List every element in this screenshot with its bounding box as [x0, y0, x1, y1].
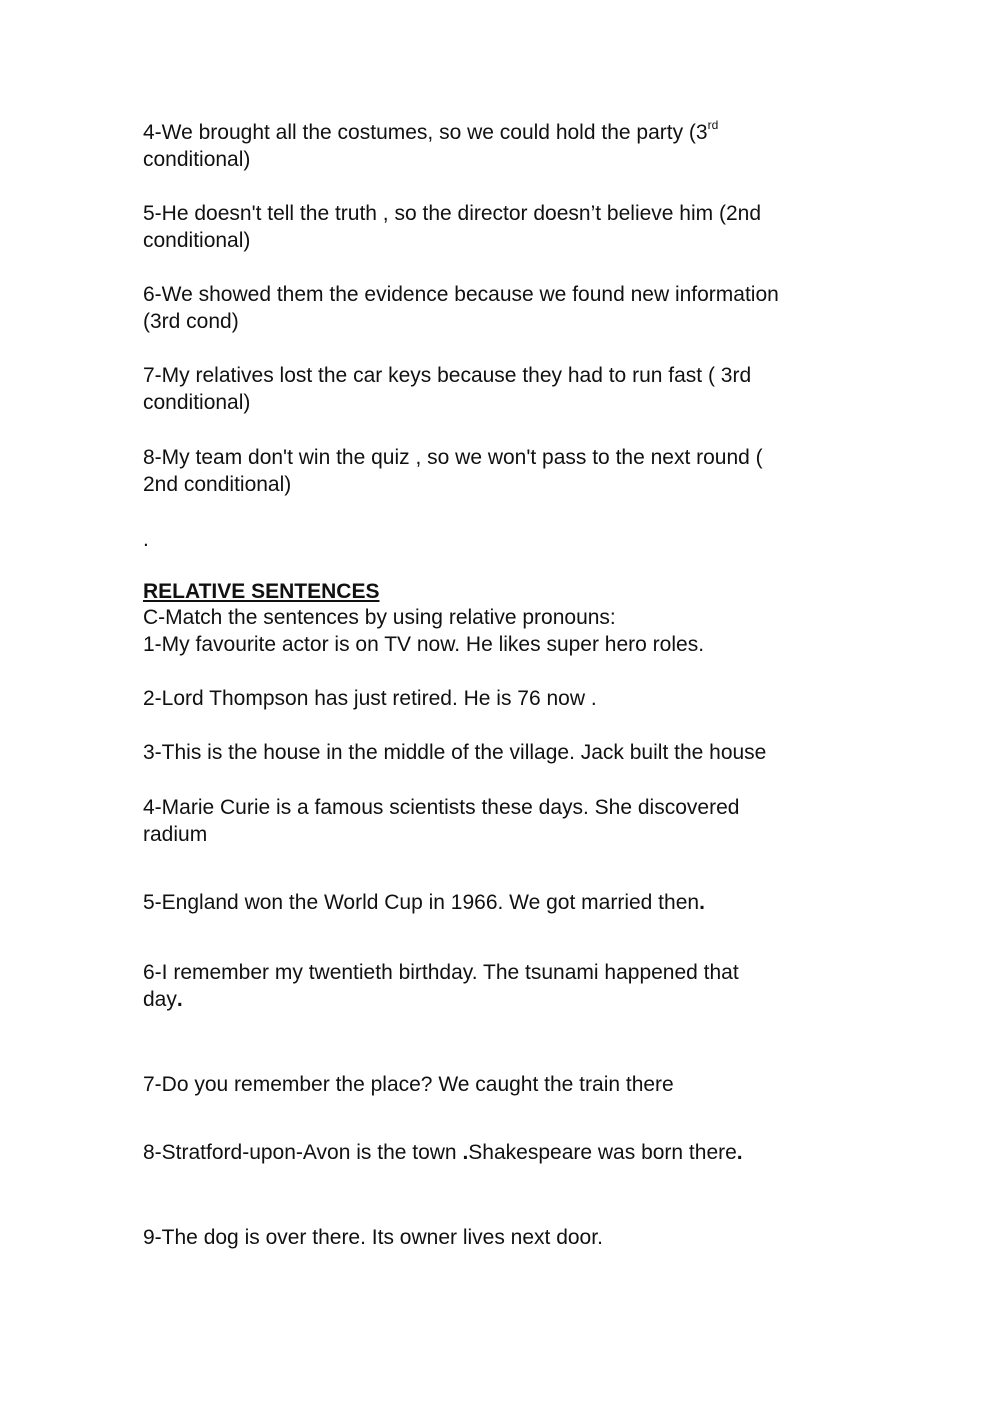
relative-item-1: 1-My favourite actor is on TV now. He likes super hero roles. — [143, 633, 705, 656]
relative-item-5 — [143, 889, 705, 916]
conditional-item-7-line1: 7-My relatives lost the car keys because they had to run fast ( 3rd — [143, 364, 752, 387]
relative-item-8-text-b: Shakespeare was born there — [468, 1141, 737, 1164]
relative-item-6-line1: 6-I remember my twentieth birthday. The tsunami happened that — [143, 961, 739, 984]
relative-item-7: 7-Do you remember the place? We caught the train there — [143, 1073, 674, 1096]
relative-item-4-line2: radium — [143, 823, 208, 846]
conditional-item-8-line2: 2nd conditional) — [143, 473, 292, 496]
conditional-item-8-line1: 8-My team don't win the quiz , so we won't pass to the next round ( — [143, 446, 763, 469]
section-heading: RELATIVE SENTENCES — [143, 580, 380, 603]
relative-item-5-text: 5-England won the World Cup in 1966. We got married then — [143, 891, 700, 914]
conditional-item-6-line1: 6-We showed them the evidence because we found new information — [143, 283, 779, 306]
relative-item-6-period: . — [176, 988, 183, 1011]
conditional-item-6-line2: (3rd cond) — [143, 310, 239, 333]
relative-item-8-text-a: 8-Stratford-upon-Avon is the town — [143, 1141, 463, 1164]
relative-item-4-line1: 4-Marie Curie is a famous scientists these days. She discovered — [143, 796, 740, 819]
conditional-item-4-line2: conditional) — [143, 148, 251, 171]
conditional-item-5-line1: 5-He doesn't tell the truth , so the director doesn’t believe him (2nd — [143, 202, 762, 225]
relative-item-8-bold-dot: . — [462, 1141, 469, 1164]
relative-item-2: 2-Lord Thompson has just retired. He is 76 now . — [143, 687, 597, 710]
relative-item-3: 3-This is the house in the middle of the village. Jack built the house — [143, 741, 767, 764]
instruction-text: C-Match the sentences by using relative pronouns: — [143, 606, 616, 629]
relative-item-9: 9-The dog is over there. Its owner lives next door. — [143, 1226, 603, 1249]
relative-item-8-period: . — [736, 1141, 743, 1164]
conditional-item-7-line2: conditional) — [143, 391, 251, 414]
conditional-item-4-line1 — [143, 119, 718, 146]
relative-item-5-period: . — [699, 891, 705, 914]
conditional-item-4-text: 4-We brought all the costumes, so we could hold the party (3 — [143, 121, 708, 144]
conditional-item-5-line2: conditional) — [143, 229, 251, 252]
relative-item-6-line2 — [143, 986, 183, 1013]
separator-dot: . — [143, 528, 149, 551]
relative-item-8 — [143, 1139, 743, 1166]
relative-item-6-text: day — [143, 988, 177, 1011]
superscript-rd: rd — [707, 118, 719, 132]
